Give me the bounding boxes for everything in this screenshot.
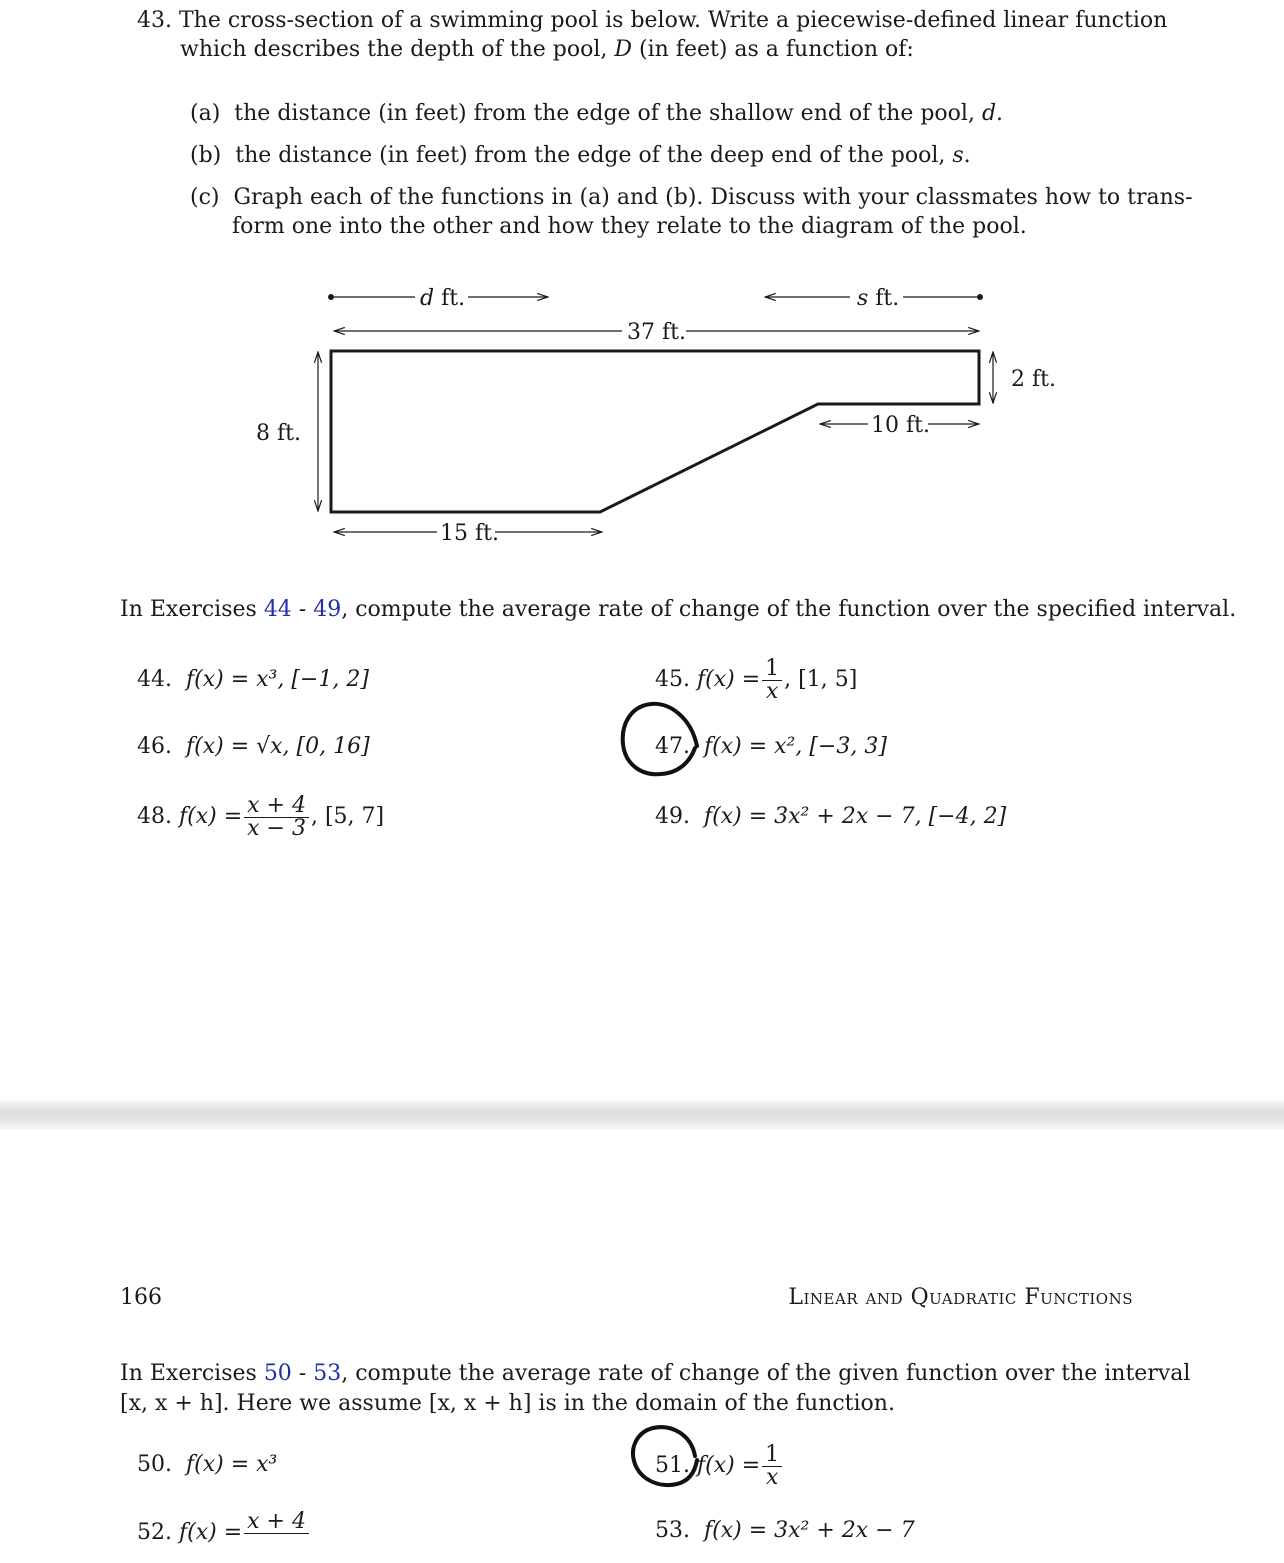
exercise-link-53[interactable]: 53 bbox=[313, 1361, 342, 1386]
exercise-44: 44. f(x) = x³, [−1, 2] bbox=[137, 667, 369, 692]
s-label: s ft. bbox=[857, 286, 900, 311]
pool-diagram bbox=[0, 270, 1284, 560]
part-a: (a) the distance (in feet) from the edge of the shallow end of the pool, d. bbox=[190, 101, 1004, 126]
exercise-46: 46. f(x) = √x, [0, 16] bbox=[137, 734, 370, 759]
exercise-49: 49. f(x) = 3x² + 2x − 7, [−4, 2] bbox=[655, 804, 1007, 829]
deep-length-label: 15 ft. bbox=[440, 521, 499, 546]
part-b: (b) the distance (in feet) from the edge of the deep end of the pool, s. bbox=[190, 143, 971, 168]
handwritten-circle-47 bbox=[615, 698, 715, 783]
exercise-51: 51. f(x) = $\frac{1}{x}$ bbox=[655, 1436, 784, 1496]
problem-number: 43. bbox=[137, 8, 172, 33]
exercise-45: 45. f(x) = $\frac{1}{x}$ , [1, 5] bbox=[655, 655, 858, 704]
exercise-link-50[interactable]: 50 bbox=[263, 1361, 292, 1386]
section-50-intro-line2: [x, x + h]. Here we assume [x, x + h] is in the domain of the function. bbox=[120, 1391, 895, 1416]
d-start-dot bbox=[328, 294, 334, 300]
section-44-intro: In Exercises 44 - 49, compute the average rate of change of the function over the specified interval. bbox=[120, 597, 1237, 622]
part-c: (c) Graph each of the functions in (a) and (b). Discuss with your classmates how to trans- bbox=[190, 185, 1193, 210]
part-c-line2: form one into the other and how they relate to the diagram of the pool. bbox=[232, 214, 1027, 239]
page-number: 166 bbox=[120, 1285, 162, 1310]
problem-43-line1 bbox=[137, 6, 1167, 36]
chapter-title: Linear and Quadratic Functions bbox=[788, 1285, 1133, 1310]
exercise-48: 48. f(x) = $\frac{x + 4}{x - 3}$ , [5, 7] bbox=[137, 792, 385, 841]
shallow-depth-label: 2 ft. bbox=[1011, 367, 1056, 392]
exercise-50: 50. f(x) = x³ bbox=[137, 1452, 278, 1477]
page-divider bbox=[0, 1100, 1284, 1130]
d-label: d ft. bbox=[420, 286, 466, 311]
s-end-dot bbox=[977, 294, 983, 300]
shallow-length-label: 10 ft. bbox=[871, 413, 930, 438]
exercise-52: 52. f(x) = x + 4 bbox=[137, 1503, 311, 1563]
problem-43-line2: which describes the depth of the pool, D (in feet) as a function of: bbox=[180, 37, 914, 62]
deep-depth-label: 8 ft. bbox=[256, 421, 301, 446]
exercise-53: 53. f(x) = 3x² + 2x − 7 bbox=[655, 1518, 915, 1543]
problem-text: The cross-section of a swimming pool is below. Write a piecewise-defined linear function bbox=[179, 8, 1168, 33]
exercise-47: 47. f(x) = x², [−3, 3] bbox=[655, 734, 887, 759]
exercise-link-44[interactable]: 44 bbox=[263, 597, 292, 622]
section-50-intro: In Exercises 50 - 53, compute the average rate of change of the given function over the interval bbox=[120, 1361, 1191, 1386]
exercise-link-49[interactable]: 49 bbox=[313, 597, 342, 622]
handwritten-circle-51 bbox=[625, 1420, 710, 1495]
total-length-label: 37 ft. bbox=[627, 320, 686, 345]
